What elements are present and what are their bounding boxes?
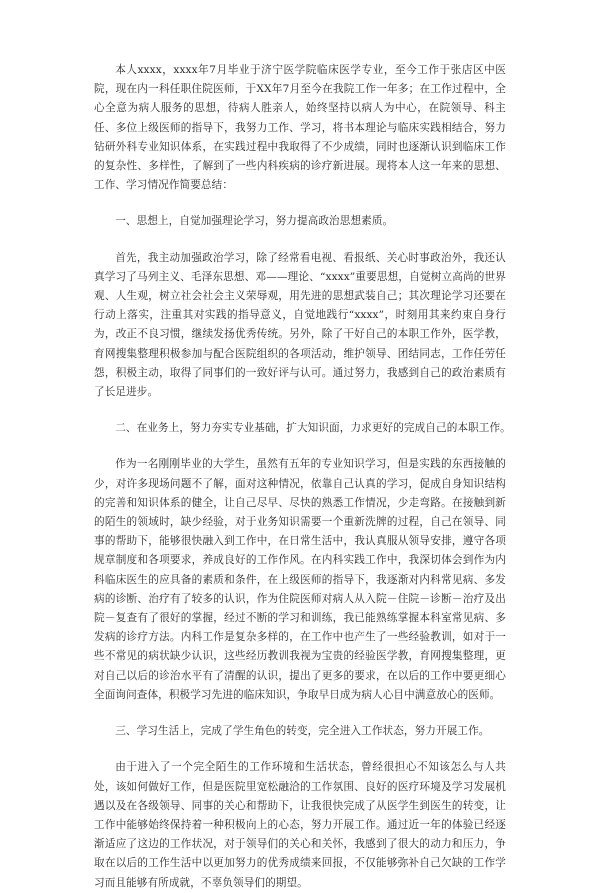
section-body-study-life: 由于进入了一个完全陌生的工作环境和生活状态，曾经很担心不知该怎么与人共处，该如何做好工作，但是医院里宽松融洽的工作氛围、良好的医疗环境及学习发展机遇以及在各级领导、同事的关心和帮助下，让我很快完成了从医学生到医生的转变，让工作中能够始终保持着一种积极向上的心态，努力开展工作。通过近一年的体验已经逐渐适应了这边的工作状况，对于领导们的关心和关怀，我感到了很大的动力和压力，争取在以后的工作生活中以更加努力的优秀成绩来回报，不仅能够弥补自己欠缺的工作学习而且能够有所成就，不辜负领导们的期望。 [94, 761, 506, 889]
section-heading-thought: 一、思想上，自觉加强理论学习，努力提高政治思想素质。 [115, 215, 394, 228]
section-heading-business: 二、在业务上，努力夯实专业基础，扩大知识面，力求更好的完成自己的本职工作。 [115, 422, 511, 435]
section-body-business: 作为一名刚刚毕业的大学生，虽然有五年的专业知识学习，但是实践的东西接触的少，对许多现场问题不了解，面对这种情况，依靠自己认真的学习，促成自身知识结构的完善和知识体系的健全，让自己尽早、尽快的熟悉工作情况，少走弯路。在接触到新的陌生的领域时，缺少经验，对于业务知识需要一个重新洗牌的过程，自己在领导、同事的帮助下，能够很快融入到工作中，在日常生活中，我认真服从领导安排，遵守各项规章制度和各项要求，养成良好的工作作风。在内科实践工作中，我深切体会到作为内科临床医生的应具备的素质和条件，在上级医师的指导下，我逐渐对内科常见病、多发病的诊断、治疗有了较多的认识，作为住院医师对病人从入院－住院－诊断－治疗及出院－复查有了很好的掌握，经过不断的学习和训练，我已能熟练掌握本科室常见病、多发病的诊疗方法。内科工作是复杂多样的，在工作中也产生了一些经验教训，如对于一些不常见的病状缺少认识，这些经历教训我视为宝贵的经验医学教，育网搜集整理，更对自己以后的诊治水平有了清醒的认识，提出了更多的要求，在以后的工作中要更细心全面询问查体，积极学习先进的临床知识，争取早日成为病人心目中满意放心的医师。 [94, 458, 506, 701]
intro-paragraph: 本人xxxx，xxxx年7月毕业于济宁医学院临床医学专业，至今工作于张店区中医院，现在内一科任职住院医师，于XX年7月至今在我院工作一年多；在工作过程中，全心全意为病人服务的思想，待病人胜亲人，始终坚持以病人为中心，在院领导、科主任、多位上级医师的指导下，我努力工作、学习，将书本理论与临床实践相结合，努力钻研外科专业知识体系，在实践过程中我取得了不少成绩，同时也逐渐认识到临床工作的复杂性、多样性，了解到了一些内科疾病的诊疗新进展。现将本人这一年来的思想、工作、学习情况作简要总结： [94, 64, 506, 192]
section-body-thought: 首先，我主动加强政治学习，除了经常看电视、看报纸、关心时事政治外，我还认真学习了马列主义、毛泽东思想、邓——理论、“xxxx”重要思想，自觉树立高尚的世界观、人生观，树立社会社会主义荣辱观，用先进的思想武装自己；其次理论学习还要在行动上落实，注重其对实践的指导意义，自觉地践行“xxxx”，时刻用其来约束自身行为，改正不良习惯，继续发扬优秀传统。另外，除了干好自己的本职工作外，医学教，育网搜集整理积极参加与配合医院组织的各项活动，维护领导、团结同志，工作任劳任怨，积极主动，取得了同事们的一致好评与认可。通过努力，我感到自己的政治素质有了长足进步。 [94, 251, 506, 399]
section-heading-study-life: 三、学习生活上，完成了学生角色的转变，完全进入工作状态，努力开展工作。 [115, 725, 490, 738]
